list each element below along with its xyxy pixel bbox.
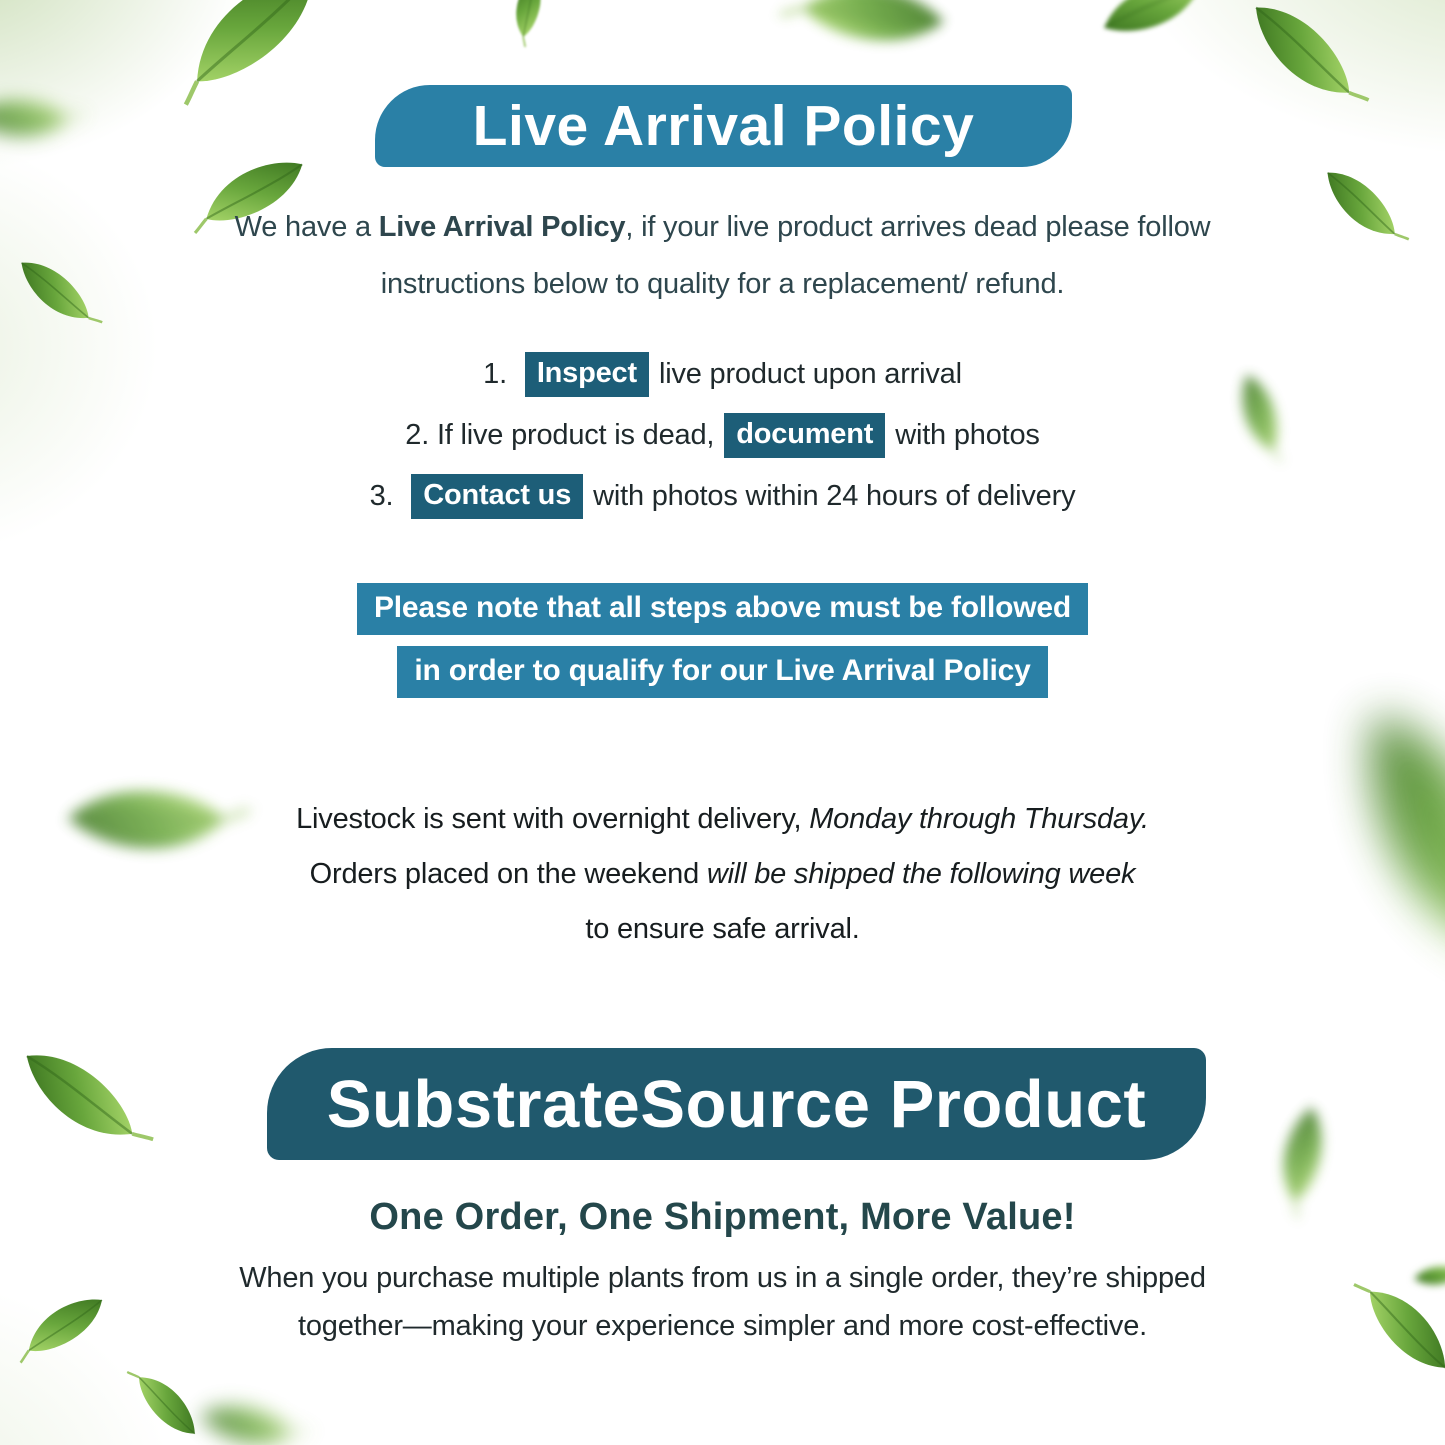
policy-step-2	[405, 412, 1039, 458]
value-heading: One Order, One Shipment, More Value!	[369, 1196, 1076, 1238]
policy-note-line-2: in order to qualify for our Live Arrival Policy	[397, 646, 1047, 698]
step-text: live product upon arrival	[658, 357, 962, 390]
policy-steps-list	[0, 351, 1445, 519]
step-number: 1.	[483, 357, 507, 390]
step-highlight: Contact us	[411, 474, 583, 519]
intro-paragraph	[0, 199, 1445, 313]
value-line-1: When you purchase multiple plants from us in a single order, they’re shipped	[239, 1262, 1206, 1294]
intro-line-2: instructions below to quality for a replacement/ refund.	[380, 268, 1065, 300]
value-line-2: together—making your experience simpler and more cost-effective.	[297, 1310, 1147, 1342]
step-text: with photos within 24 hours of delivery	[593, 479, 1076, 512]
policy-step-3	[370, 473, 1076, 519]
shipping-paragraph	[0, 792, 1445, 957]
policy-banner	[375, 85, 1072, 167]
step-text: with photos	[895, 418, 1040, 451]
intro-bold-policy: Live Arrival Policy	[378, 211, 626, 243]
shipping-italic-week: will be shipped the following week	[706, 858, 1136, 890]
shipping-line-3: to ensure safe arrival.	[585, 913, 860, 945]
policy-note-line-1: Please note that all steps above must be followed	[357, 583, 1088, 635]
step-number: 2.	[405, 418, 430, 451]
shipping-line-1: Livestock is sent with overnight delivery, Monday through Thursday.	[296, 803, 1149, 835]
step-highlight: document	[724, 413, 885, 458]
shipping-italic-days: Monday through Thursday.	[809, 803, 1149, 835]
policy-step-1	[483, 351, 962, 397]
policy-note	[0, 583, 1445, 698]
step-highlight: Inspect	[525, 352, 649, 397]
brand-banner	[267, 1048, 1206, 1160]
value-paragraph	[0, 1254, 1445, 1350]
step-text: If live product is dead,	[436, 418, 715, 451]
step-number: 3.	[369, 479, 394, 512]
brand-banner-title: SubstrateSource Product	[326, 1066, 1147, 1142]
intro-line-1: We have a Live Arrival Policy, if your live product arrives dead please follow	[234, 211, 1211, 243]
shipping-line-2: Orders placed on the weekend will be shipped the following week	[309, 858, 1136, 890]
policy-banner-title: Live Arrival Policy	[472, 94, 975, 158]
